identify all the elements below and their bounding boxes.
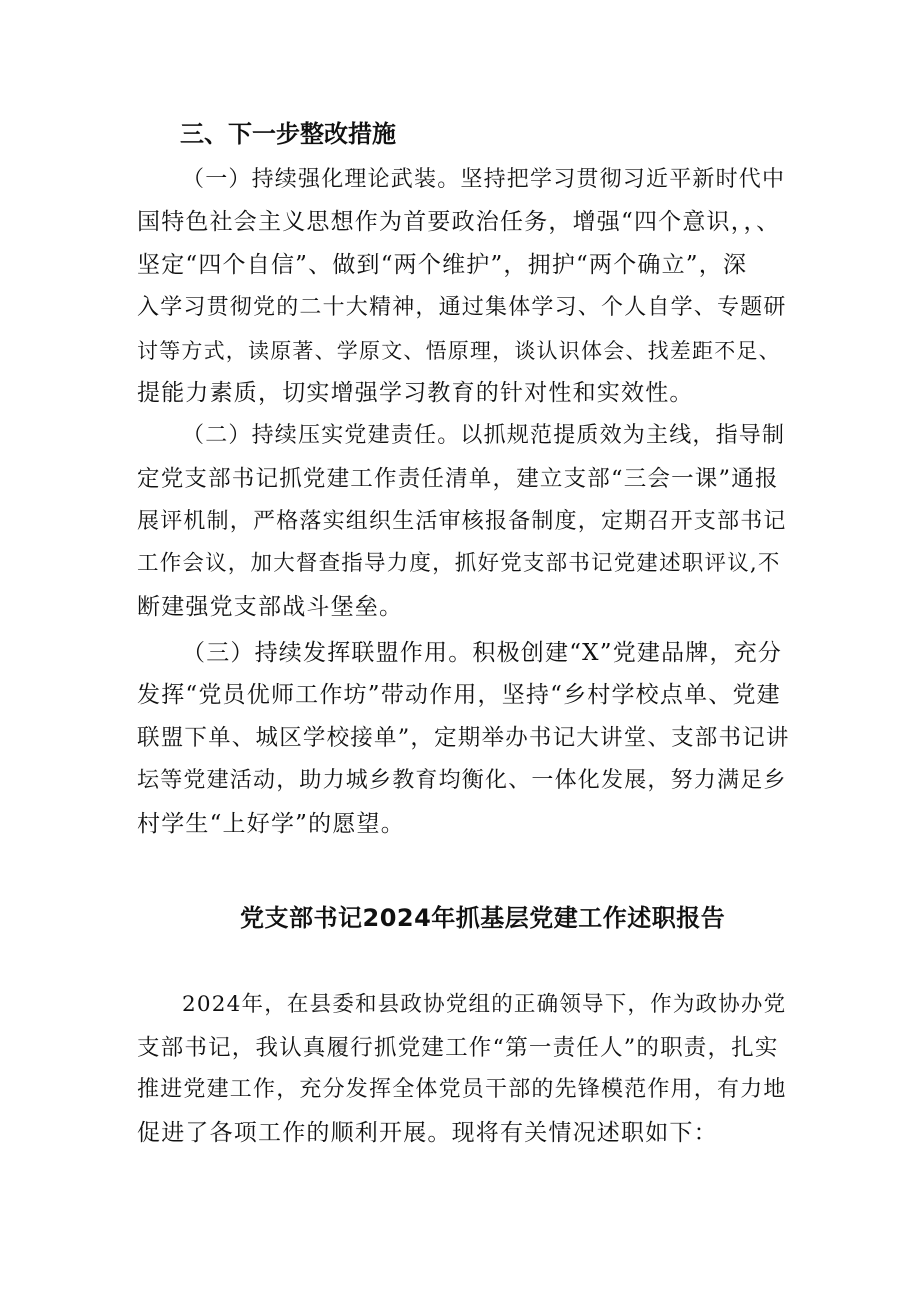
paragraph-line: 断建强党支部战斗堡垒。 (137, 594, 404, 620)
paragraph-line: 讨等方式，读原著、学原文、悟原理，谈认识体会、找差距不足、 (137, 339, 781, 363)
report-title: 党支部书记2024年抓基层党建工作述职报告 (240, 904, 726, 932)
paragraph-line: 坛等党建活动，助力城乡教育均衡化、一体化发展，努力满足乡 (137, 768, 787, 793)
paragraph-line: 村学生“上好学”的愿望。 (137, 811, 405, 837)
paragraph-line: （二）持续压实党建责任。以抓规范提质效为主线，指导制 (182, 423, 786, 448)
paragraph-line: 联盟下单、城区学校接单”，定期举办书记大讲堂、支部书记讲 (137, 725, 790, 751)
paragraph-line: （三）持续发挥联盟作用。积极创建“X”党建品牌，充分 (182, 640, 783, 666)
paragraph-line: 提能力素质，切实增强学习教育的针对性和实效性。 (137, 380, 694, 406)
paragraph-line: 促进了各项工作的顺利开展。现将有关情况述职如下： (137, 1120, 718, 1146)
section-heading: 三、下一步整改措施 (180, 120, 396, 148)
paragraph-line: 2024年，在县委和县政协党组的正确领导下，作为政协办党 (182, 992, 787, 1017)
paragraph-line: 工作会议，加大督查指导力度，抓好党支部书记党建述职评议,不 (137, 551, 781, 576)
paragraph-line: （一）持续强化理论武装。坚持把学习贯彻习近平新时代中 (182, 167, 786, 192)
paragraph-line: 坚定“四个自信”、做到“两个维护”，拥护“两个确立”，深 (137, 252, 748, 278)
paragraph-line: 定党支部书记抓党建工作责任清单，建立支部“三会一课”通报 (137, 466, 779, 492)
paragraph-line: 国特色社会主义思想作为首要政治任务，增强“四个意识，，、 (137, 209, 781, 235)
paragraph-line: 推进党建工作，充分发挥全体党员干部的先锋模范作用，有力地 (137, 1077, 787, 1102)
paragraph-line: 支部书记，我认真履行抓党建工作“第一责任人”的职责，扎实 (137, 1035, 779, 1061)
paragraph-line: 入学习贯彻党的二十大精神，通过集体学习、个人自学、专题研 (137, 295, 787, 320)
paragraph-line: 展评机制，严格落实组织生活审核报备制度，定期召开支部书记 (137, 509, 787, 534)
paragraph-line: 发挥“党员优师工作坊”带动作用，坚持“乡村学校点单、党建 (137, 682, 781, 708)
